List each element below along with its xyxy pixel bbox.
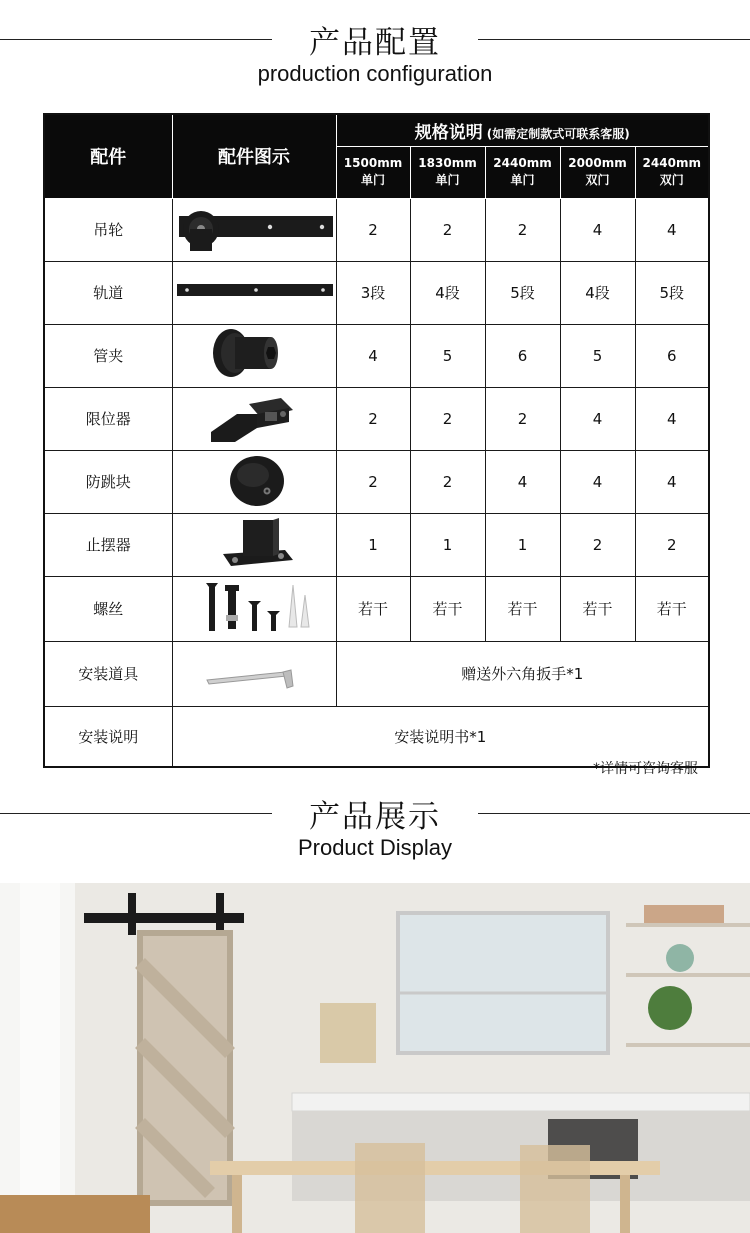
display-title-en: Product Display [297,835,453,860]
floor-guide-icon [172,513,336,576]
spec-title: 规格说明 [414,122,483,143]
config-title-en: production configuration [257,61,493,86]
part-name: 安装说明 [44,706,172,767]
qty-cell: 2 [635,513,709,576]
qty-cell: 2 [336,450,410,513]
qty-cell: 5 [410,324,485,387]
qty-cell: 1 [336,513,410,576]
hanger-wheel-icon [172,198,336,261]
note-text: *详情可咨询客服 [593,761,698,777]
header-spec [336,114,709,146]
divider-left [0,39,272,40]
anti-jump-block-icon [172,450,336,513]
qty-cell: 4 [560,198,635,261]
divider-right [478,813,750,814]
qty-cell: 2 [485,198,560,261]
qty-cell: 1 [410,513,485,576]
qty-cell: 4段 [560,261,635,324]
qty-cell: 6 [635,324,709,387]
divider-right [478,39,750,40]
manual-value: 安装说明书*1 [172,706,709,767]
size-col: 1830mm 单门 [410,146,485,198]
part-name: 螺丝 [44,576,172,641]
tool-value: 赠送外六角扳手*1 [336,641,709,706]
qty-cell: 若干 [560,576,635,641]
size-col: 1500mm 单门 [336,146,410,198]
header-part-image: 配件图示 [172,114,336,198]
qty-cell: 1 [485,513,560,576]
header-part: 配件 [44,114,172,198]
part-name: 轨道 [44,261,172,324]
qty-cell: 2 [336,387,410,450]
track-rail-icon [172,261,336,324]
spec-note: (如需定制款式可联系客服) [486,126,630,141]
display-section-header [0,799,750,861]
hex-key-icon [172,641,336,706]
qty-cell: 4 [635,450,709,513]
qty-cell: 2 [410,387,485,450]
qty-cell: 4 [635,198,709,261]
config-section-header [0,25,750,87]
pipe-clamp-icon [172,324,336,387]
part-name: 防跳块 [44,450,172,513]
product-display-photo [0,883,750,1233]
screws-icon [172,576,336,641]
stopper-icon [172,387,336,450]
part-name: 限位器 [44,387,172,450]
qty-cell: 4段 [410,261,485,324]
qty-cell: 4 [336,324,410,387]
part-name: 安装道具 [44,641,172,706]
qty-cell: 6 [485,324,560,387]
config-title-cn: 产品配置 [309,25,441,61]
qty-cell: 4 [635,387,709,450]
qty-cell: 2 [560,513,635,576]
size-col: 2440mm 双门 [635,146,709,198]
qty-cell: 2 [410,450,485,513]
part-name: 管夹 [44,324,172,387]
qty-cell: 若干 [635,576,709,641]
qty-cell: 5段 [635,261,709,324]
size-col: 2000mm 双门 [560,146,635,198]
qty-cell: 3段 [336,261,410,324]
qty-cell: 2 [485,387,560,450]
qty-cell: 5 [560,324,635,387]
qty-cell: 2 [410,198,485,261]
part-name: 止摆器 [44,513,172,576]
size-col: 2440mm 单门 [485,146,560,198]
qty-cell: 4 [560,450,635,513]
qty-cell: 若干 [410,576,485,641]
spec-table [43,113,710,768]
display-title-cn: 产品展示 [309,799,441,835]
divider-left [0,813,272,814]
qty-cell: 2 [336,198,410,261]
cropped-top-strip [0,0,750,8]
qty-cell: 4 [485,450,560,513]
qty-cell: 4 [560,387,635,450]
part-name: 吊轮 [44,198,172,261]
qty-cell: 若干 [485,576,560,641]
qty-cell: 5段 [485,261,560,324]
qty-cell: 若干 [336,576,410,641]
